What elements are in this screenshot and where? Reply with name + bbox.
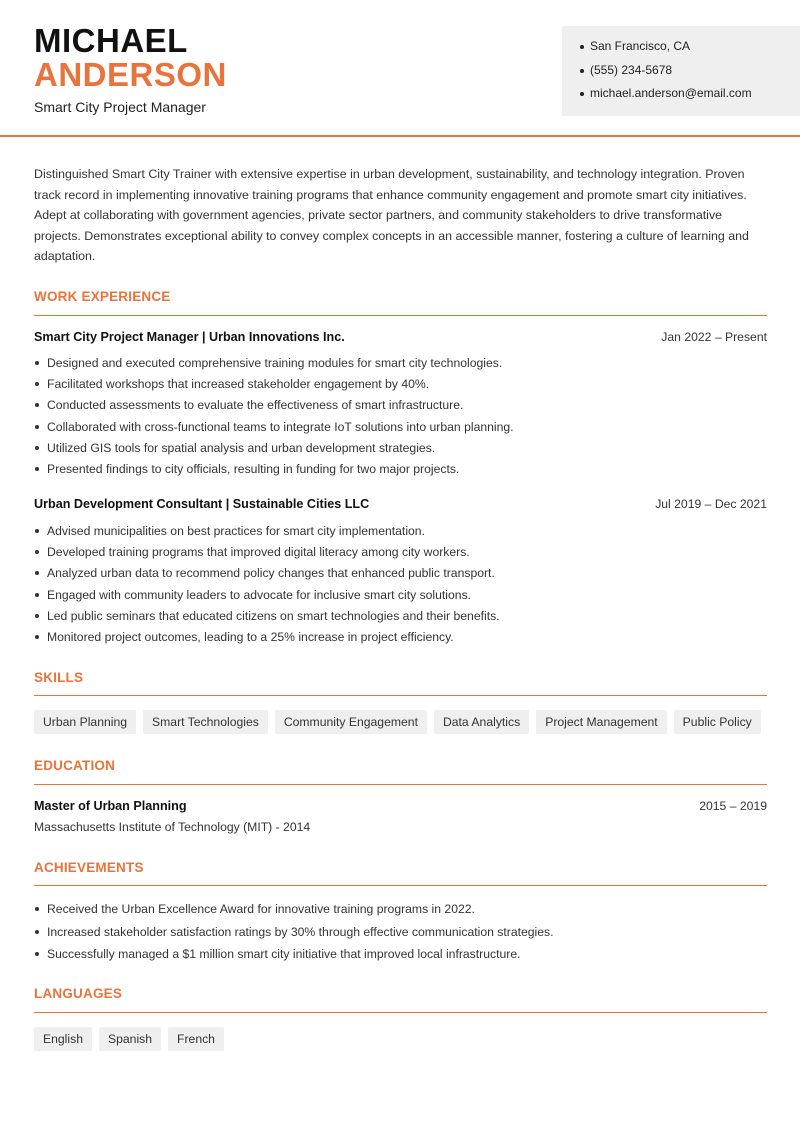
- language-tag: French: [168, 1027, 224, 1051]
- job-title: Urban Development Consultant | Sustainable Cities LLC: [34, 497, 370, 511]
- skill-tag: Data Analytics: [434, 710, 529, 734]
- contact-email: michael.anderson@email.com: [580, 84, 800, 108]
- list-item: Engaged with community leaders to advocate for inclusive smart city solutions.: [34, 587, 767, 608]
- skills-list: [34, 710, 761, 734]
- job-date: Jan 2022 – Present: [661, 330, 767, 344]
- education-date: 2015 – 2019: [699, 799, 767, 813]
- list-item: Led public seminars that educated citizens on smart technologies and their benefits.: [34, 608, 767, 629]
- section-divider: [34, 1012, 767, 1013]
- job-bullets: [34, 355, 767, 482]
- list-item: Analyzed urban data to recommend policy changes that enhanced public transport.: [34, 565, 767, 586]
- list-item: Increased stakeholder satisfaction ratings by 30% through effective communication strategies.: [34, 924, 767, 947]
- section-divider: [34, 315, 767, 316]
- list-item: Presented findings to city officials, resulting in funding for two major projects.: [34, 461, 767, 482]
- list-item: Successfully managed a $1 million smart city initiative that improved local infrastructure.: [34, 946, 767, 969]
- list-item: Received the Urban Excellence Award for innovative training programs in 2022.: [34, 901, 767, 924]
- section-title-work: WORK EXPERIENCE: [34, 289, 171, 304]
- list-item: Utilized GIS tools for spatial analysis and urban development strategies.: [34, 440, 767, 461]
- list-item: Developed training programs that improved digital literacy among city workers.: [34, 544, 767, 565]
- skill-tag: Project Management: [536, 710, 666, 734]
- last-name: ANDERSON: [34, 56, 227, 93]
- skill-tag: Community Engagement: [275, 710, 427, 734]
- section-title-languages: LANGUAGES: [34, 986, 123, 1001]
- section-title-skills: SKILLS: [34, 670, 84, 685]
- job-title: Smart City Project Manager | Urban Innovations Inc.: [34, 330, 345, 344]
- list-item: Advised municipalities on best practices for smart city implementation.: [34, 523, 767, 544]
- list-item: Designed and executed comprehensive training modules for smart city technologies.: [34, 355, 767, 376]
- contact-phone: (555) 234-5678: [580, 61, 800, 85]
- skill-tag: Smart Technologies: [143, 710, 268, 734]
- list-item: Collaborated with cross-functional teams to integrate IoT solutions into urban planning.: [34, 419, 767, 440]
- section-divider: [34, 784, 767, 785]
- list-item: Conducted assessments to evaluate the effectiveness of smart infrastructure.: [34, 397, 767, 418]
- summary-text: Distinguished Smart City Trainer with extensive expertise in urban development, sustainability, and technology integration. Proven track record in implementing innovative training programs that enhance community engagement and promote smart city initiatives. Adept at collaborating with government agencies, private sector partners, and community stakeholders to drive transformative projects. Demonstrates exceptional ability to convey complex concepts in an accessible manner, fostering a culture of learning and adaptation.: [34, 167, 749, 263]
- list-item: Facilitated workshops that increased stakeholder engagement by 40%.: [34, 376, 767, 397]
- language-tag: English: [34, 1027, 92, 1051]
- degree-title: Master of Urban Planning: [34, 799, 187, 813]
- section-title-education: EDUCATION: [34, 758, 116, 773]
- job-role: Smart City Project Manager: [34, 99, 206, 115]
- skill-tag: Public Policy: [674, 710, 761, 734]
- section-divider: [34, 695, 767, 696]
- languages-list: [34, 1027, 224, 1051]
- achievements-list: [34, 901, 767, 969]
- school-name: Massachusetts Institute of Technology (MIT) - 2014: [34, 820, 311, 834]
- section-divider: [34, 885, 767, 886]
- language-tag: Spanish: [99, 1027, 161, 1051]
- contact-box: [562, 26, 800, 116]
- contact-location: San Francisco, CA: [580, 37, 800, 61]
- list-item: Monitored project outcomes, leading to a 25% increase in project efficiency.: [34, 629, 767, 650]
- section-title-achievements: ACHIEVEMENTS: [34, 860, 144, 875]
- skill-tag: Urban Planning: [34, 710, 136, 734]
- job-bullets: [34, 523, 767, 650]
- resume-header: [0, 0, 800, 137]
- job-date: Jul 2019 – Dec 2021: [655, 497, 767, 511]
- first-name: MICHAEL: [34, 22, 188, 59]
